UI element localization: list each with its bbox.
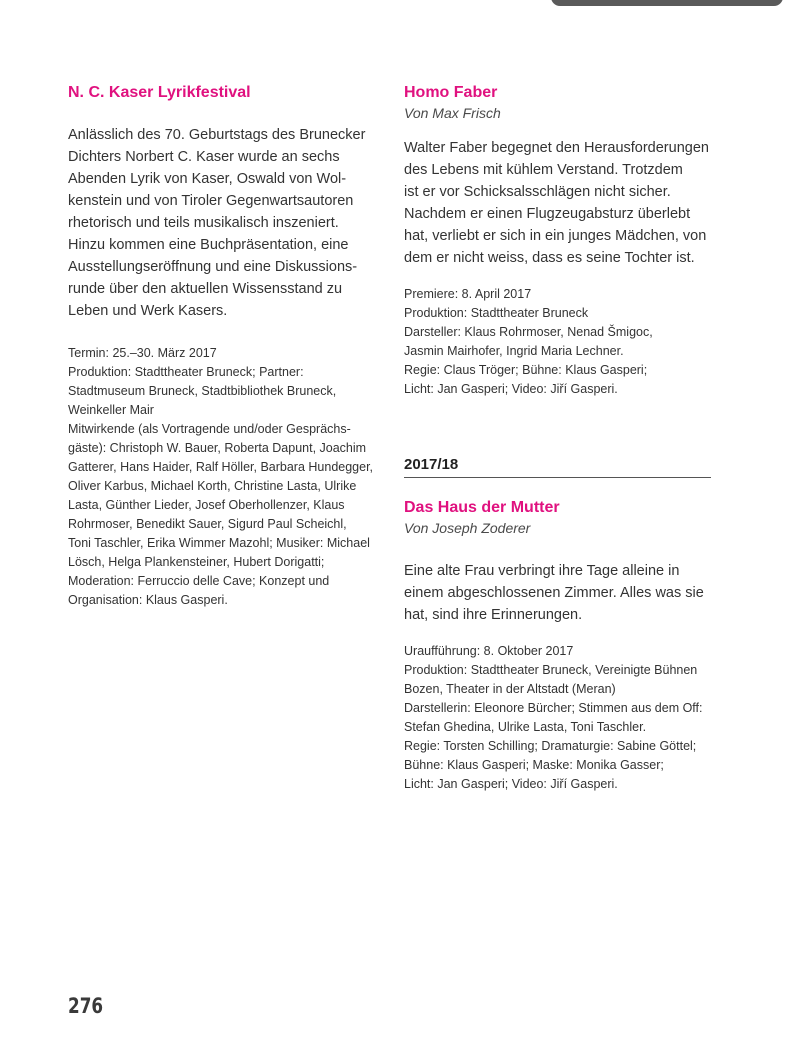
kaser-festival-title: N. C. Kaser Lyrikfestival (68, 84, 251, 101)
details-line: Organisation: Klaus Gasperi. (68, 593, 228, 607)
description-line: Leben und Werk Kasers. (68, 303, 228, 319)
description-line: ist er vor Schicksalsschlägen nicht sicher. (404, 184, 671, 200)
details-line: Licht: Jan Gasperi; Video: Jiří Gasperi. (404, 382, 618, 396)
description-line: rhetorisch und teils musikalisch inszeniert. (68, 215, 339, 231)
details-line: Stefan Ghedina, Ulrike Lasta, Toni Taschler. (404, 720, 647, 734)
details-line: Weinkeller Mair (68, 403, 154, 417)
homo-faber-description (404, 137, 714, 269)
haus-der-mutter-details (404, 642, 714, 794)
homo-faber-author: Von Max Frisch (404, 105, 501, 121)
details-line: Toni Taschler, Erika Wimmer Mazohl; Musiker: Michael (68, 536, 370, 550)
kaser-festival-details (68, 344, 374, 610)
details-line: Regie: Claus Tröger; Bühne: Klaus Gasperi; (404, 363, 648, 377)
season-heading: 2017/18 (404, 455, 711, 478)
details-line: Stadtmuseum Bruneck, Stadtbibliothek Bruneck, (68, 384, 337, 398)
description-line: einem abgeschlossenen Zimmer. Alles was sie (404, 585, 704, 601)
description-line: Dichters Norbert C. Kaser wurde an sechs (68, 149, 340, 165)
right-column-bottom (404, 498, 714, 794)
details-line: gäste): Christoph W. Bauer, Roberta Dapunt, Joachim (68, 441, 367, 455)
details-line: Lasta, Günther Lieder, Josef Oberhollenzer, Klaus (68, 498, 345, 512)
details-line: Gatterer, Hans Haider, Ralf Höller, Barbara Hundegger, (68, 460, 374, 474)
description-line: Ausstellungseröffnung und eine Diskussions- (68, 259, 358, 275)
details-line: Produktion: Stadttheater Bruneck (404, 306, 589, 320)
kaser-festival-description (68, 124, 368, 322)
description-line: Hinzu kommen eine Buchpräsentation, eine (68, 237, 349, 253)
description-line: kenstein und von Tiroler Gegenwartsautoren (68, 193, 354, 209)
description-line: hat, sind ihre Erinnerungen. (404, 607, 583, 623)
page-number: 276 (68, 994, 104, 1018)
description-line: dem er nicht weiss, dass es seine Tochter ist. (404, 250, 695, 266)
details-line: Premiere: 8. April 2017 (404, 287, 532, 301)
description-line: Walter Faber begegnet den Herausforderungen (404, 140, 709, 156)
description-line: runde über den aktuellen Wissensstand zu (68, 281, 343, 297)
haus-der-mutter-author: Von Joseph Zoderer (404, 520, 531, 536)
description-line: Abenden Lyrik von Kaser, Oswald von Wol- (68, 171, 347, 187)
details-line: Darstellerin: Eleonore Bürcher; Stimmen aus dem Off: (404, 701, 703, 715)
details-line: Termin: 25.–30. März 2017 (68, 346, 217, 360)
left-column (68, 83, 374, 610)
details-line: Lösch, Helga Plankensteiner, Hubert Dorigatti; (68, 555, 325, 569)
description-line: hat, verliebt er sich in ein junges Mädchen, von (404, 228, 707, 244)
details-line: Licht: Jan Gasperi; Video: Jiří Gasperi. (404, 777, 618, 791)
details-line: Jasmin Mairhofer, Ingrid Maria Lechner. (404, 344, 624, 358)
homo-faber-title: Homo Faber (404, 84, 498, 101)
details-line: Oliver Karbus, Michael Korth, Christine Lasta, Ulrike (68, 479, 357, 493)
haus-der-mutter-description (404, 560, 714, 626)
details-line: Regie: Torsten Schilling; Dramaturgie: Sabine Göttel; (404, 739, 697, 753)
details-line: Bühne: Klaus Gasperi; Maske: Monika Gasser; (404, 758, 664, 772)
homo-faber-details (404, 285, 714, 399)
description-line: des Lebens mit kühlem Verstand. Trotzdem (404, 162, 683, 178)
haus-der-mutter-title: Das Haus der Mutter (404, 499, 560, 516)
description-line: Eine alte Frau verbringt ihre Tage alleine in (404, 563, 680, 579)
window-top-bar (551, 0, 783, 6)
details-line: Produktion: Stadttheater Bruneck; Partner: (68, 365, 304, 379)
right-column-top (404, 83, 714, 399)
description-line: Nachdem er einen Flugzeugabsturz überlebt (404, 206, 691, 222)
description-line: Anlässlich des 70. Geburtstags des Brunecker (68, 127, 366, 143)
details-line: Produktion: Stadttheater Bruneck, Vereinigte Bühnen (404, 663, 698, 677)
details-line: Uraufführung: 8. Oktober 2017 (404, 644, 574, 658)
details-line: Darsteller: Klaus Rohrmoser, Nenad Šmigoc, (404, 325, 653, 339)
details-line: Moderation: Ferruccio delle Cave; Konzept und (68, 574, 330, 588)
details-line: Bozen, Theater in der Altstadt (Meran) (404, 682, 616, 696)
details-line: Rohrmoser, Benedikt Sauer, Sigurd Paul Scheichl, (68, 517, 347, 531)
details-line: Mitwirkende (als Vortragende und/oder Gesprächs- (68, 422, 351, 436)
